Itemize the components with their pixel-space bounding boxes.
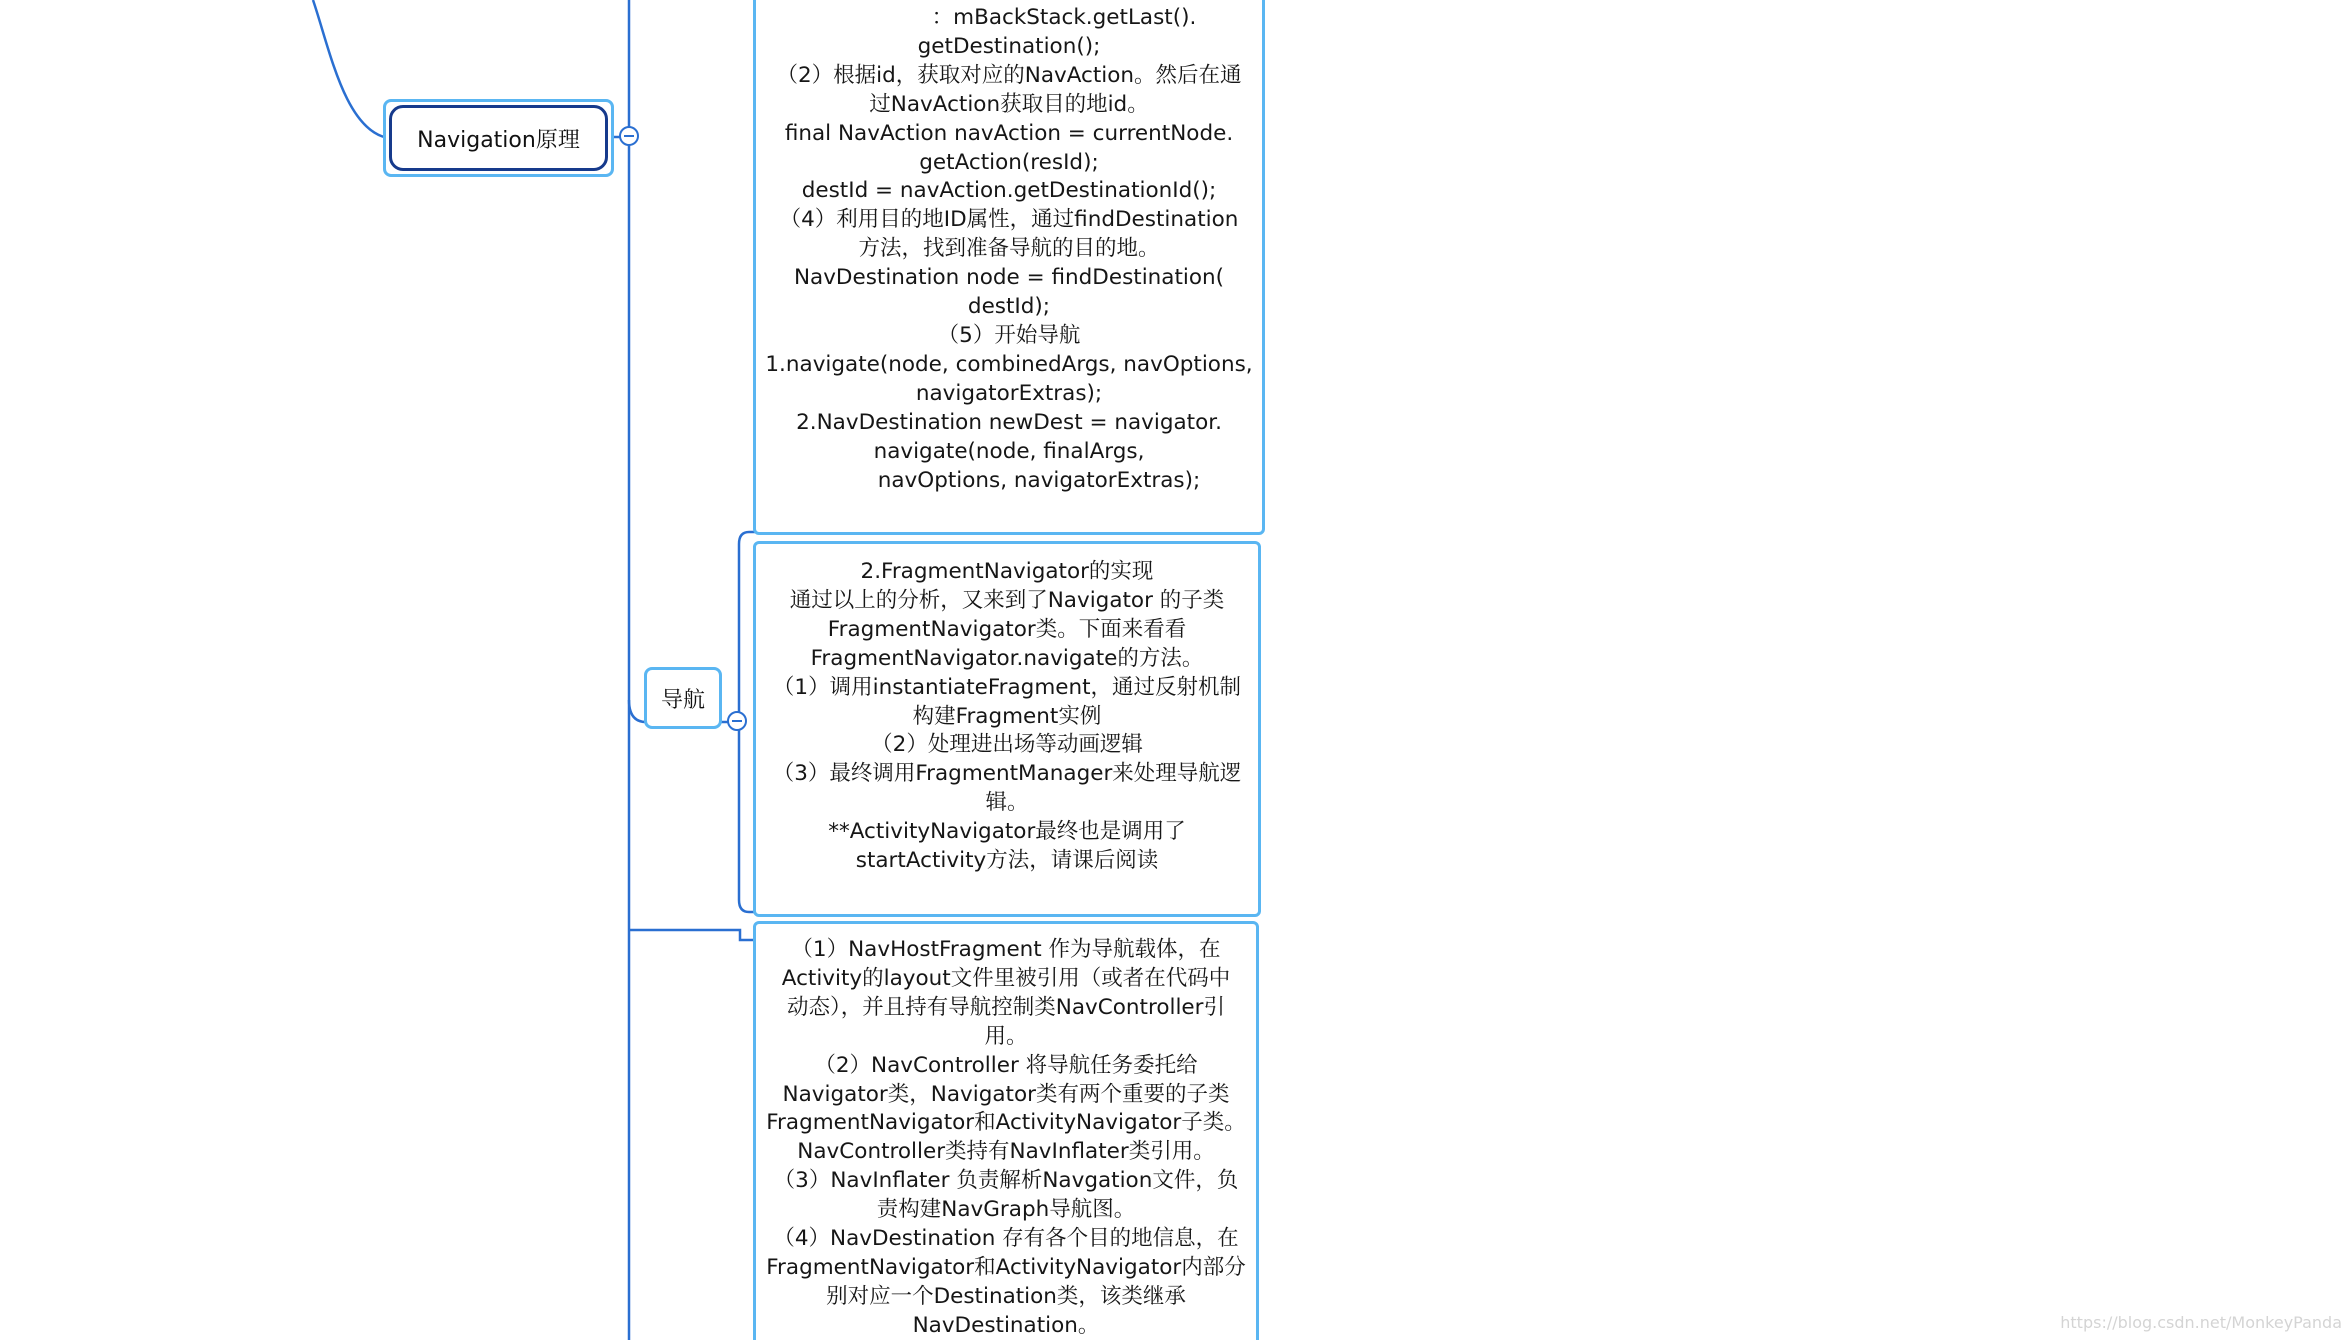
collapse-icon-branch[interactable] <box>727 711 747 731</box>
box-b-line: 通过以上的分析，又来到了Navigator 的子类 <box>789 587 1225 613</box>
box-a-line: 过NavAction获取目的地id。 <box>869 91 1149 117</box>
box-c-line: （1）NavHostFragment 作为导航载体，在 <box>791 937 1221 962</box>
box-c-line: FragmentNavigator和ActivityNavigator子类。 <box>766 1110 1246 1136</box>
topic-box-navigate-steps[interactable] <box>753 0 1265 535</box>
box-a-line: NavDestination node = findDestination( <box>793 265 1225 291</box>
box-b-line: （1）调用instantiateFragment，通过反射机制 <box>772 674 1242 700</box>
box-b-line: startActivity方法，请课后阅读 <box>855 848 1159 874</box>
box-c-line: 动态），并且持有导航控制类NavController引 <box>787 994 1225 1020</box>
branch-topic-navigation[interactable] <box>644 667 722 729</box>
watermark: https://blog.csdn.net/MonkeyPanda <box>2060 1313 2342 1332</box>
box-a-line: （2）根据id，获取对应的NavAction。然后在通 <box>776 62 1242 88</box>
root-topic-navigation-principle[interactable] <box>389 105 608 171</box>
topic-box-fragment-navigator[interactable] <box>753 541 1261 917</box>
box-c-line: NavDestination。 <box>912 1312 1100 1338</box>
box-c-line: Navigator类，Navigator类有两个重要的子类 <box>782 1081 1230 1107</box>
box-c-line: （2）NavController 将导航任务委托给 <box>814 1052 1198 1078</box>
box-a-line: 2.NavDestination newDest = navigator. <box>796 409 1222 435</box>
box-a-line: ：mBackStack.getLast(). <box>931 5 1197 30</box>
box-a-line: 1.navigate(node, combinedArgs, navOptions, <box>765 351 1253 377</box>
box-a-line: getDestination(); <box>917 33 1101 59</box>
parent-connector <box>313 0 388 138</box>
collapse-icon-root[interactable] <box>619 126 639 146</box>
box-c-line: FragmentNavigator和ActivityNavigator内部分 <box>766 1254 1246 1280</box>
box-a-line: destId); <box>967 294 1051 320</box>
box-b-line: （2）处理进出场等动画逻辑 <box>871 732 1143 758</box>
box-b-line: 辑。 <box>985 790 1029 816</box>
box-b-line: 构建Fragment实例 <box>912 703 1102 729</box>
box-b-line: FragmentNavigator类。下面来看看 <box>827 616 1187 642</box>
box-a-line: destId = navAction.getDestinationId(); <box>801 178 1217 204</box>
box-b-line: **ActivityNavigator最终也是调用了 <box>828 819 1186 845</box>
box-c-line: 责构建NavGraph导航图。 <box>876 1197 1136 1223</box>
trunk-to-box-c <box>629 930 753 940</box>
box-c-line: 别对应一个Destination类，该类继承 <box>826 1283 1186 1309</box>
box-b-line: FragmentNavigator.navigate的方法。 <box>810 645 1204 671</box>
box-c-line: （3）NavInflater 负责解析Navgation文件，负 <box>773 1168 1239 1194</box>
box-a-line: navigate(node, finalArgs, <box>873 438 1145 464</box>
root-topic-label: Navigation原理 <box>417 127 580 153</box>
box-a-line: 方法，找到准备导航的目的地。 <box>858 236 1160 262</box>
box-c-line: NavController类持有NavInflater类引用。 <box>797 1139 1215 1165</box>
branch-topic-label: 导航 <box>660 687 705 713</box>
box-c-line: Activity的layout文件里被引用（或者在代码中 <box>781 965 1231 991</box>
box-a-line: navigatorExtras); <box>915 380 1103 406</box>
box-b-line: 2.FragmentNavigator的实现 <box>860 559 1154 584</box>
box-a-line: （4）利用目的地ID属性，通过findDestination <box>779 207 1239 233</box>
topic-box-summary[interactable] <box>753 921 1259 1340</box>
box-a-line: （5）开始导航 <box>937 322 1081 348</box>
box-b-line: （3）最终调用FragmentManager来处理导航逻 <box>772 761 1242 787</box>
box-c-line: 用。 <box>984 1023 1028 1049</box>
box-a-line: final NavAction navAction = currentNode. <box>784 120 1234 146</box>
box-c-line: （4）NavDestination 存有各个目的地信息，在 <box>773 1226 1239 1252</box>
box-a-line: getAction(resId); <box>919 149 1099 175</box>
box-a-line: navOptions, navigatorExtras); <box>877 467 1201 493</box>
